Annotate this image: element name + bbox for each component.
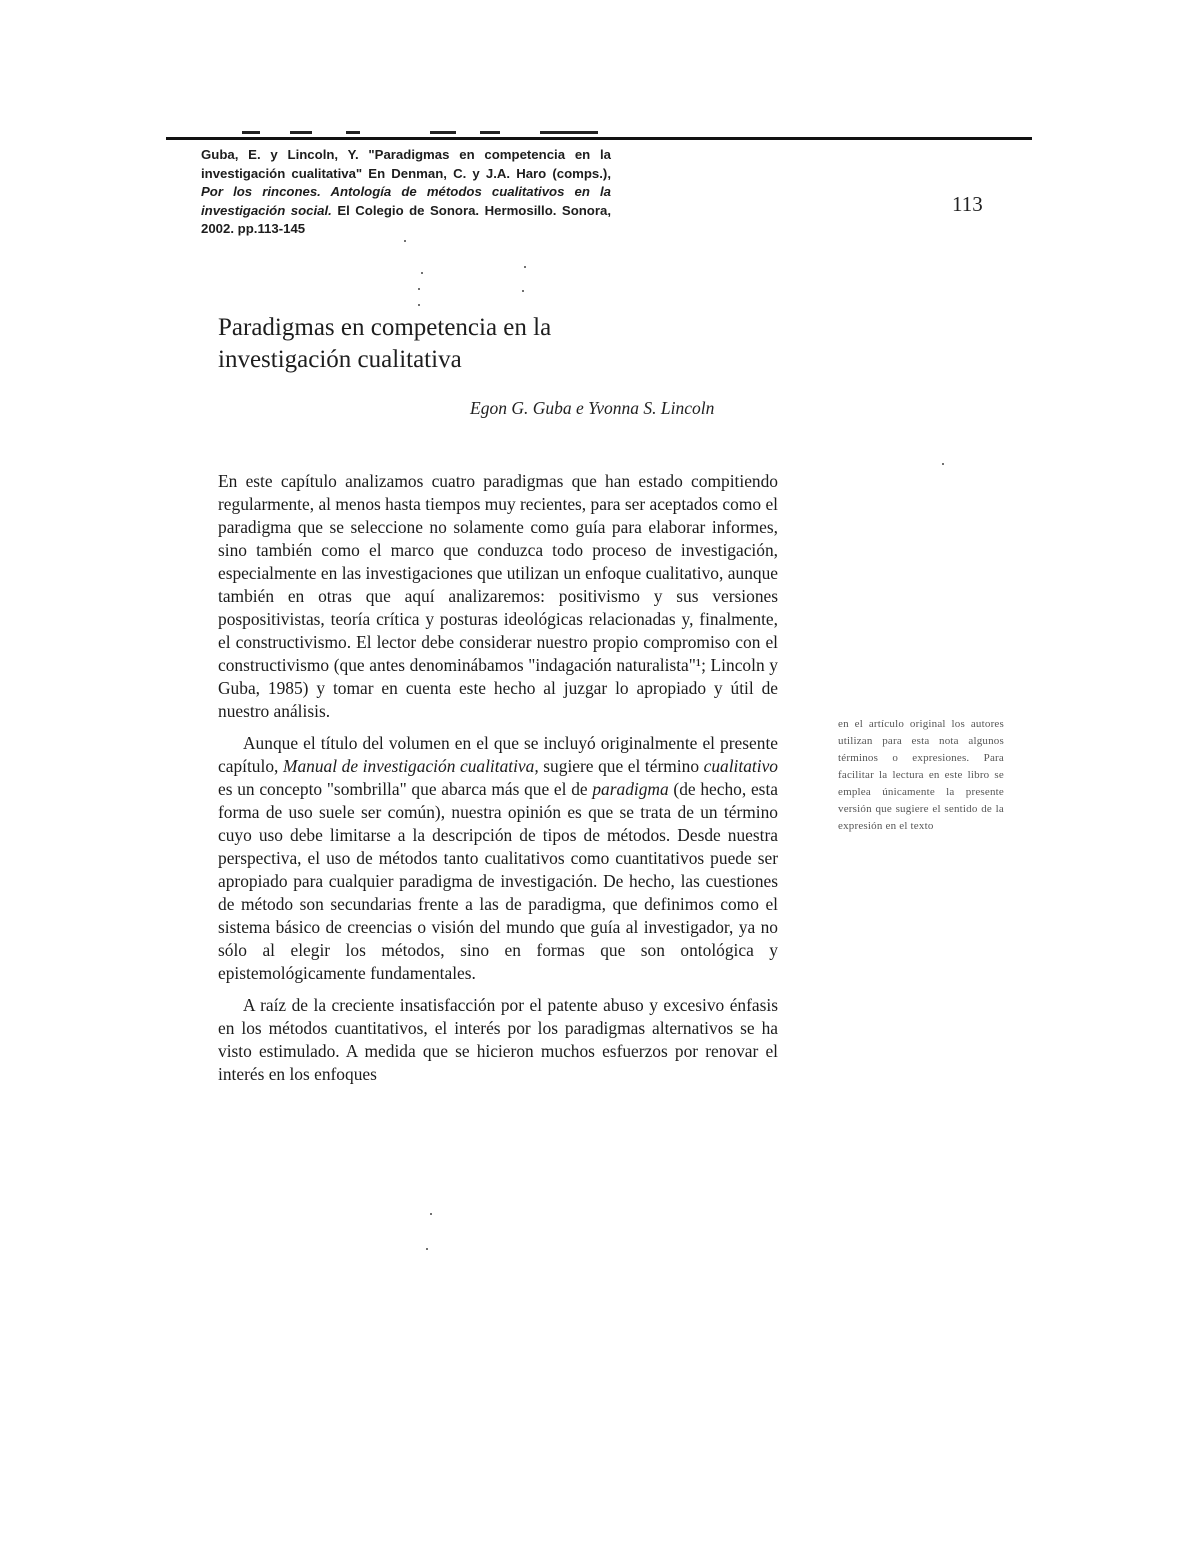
article-title: Paradigmas en competencia en la investigación cualitativa	[218, 314, 552, 373]
header-rule-fragment	[540, 131, 598, 134]
scan-speck	[418, 288, 420, 290]
citation-book-title: Por los rincones. Antología de métodos cualitativos en la investigación social.	[201, 184, 611, 218]
scan-speck	[418, 304, 420, 306]
header-rule-fragment	[290, 131, 312, 134]
margin-note: en el artículo original los autores utilizan para esta nota algunos términos o expresiones. Para facilitar la lectura en este libro se emplea únicamente la presente versión que sugiere el sentido de la expresión en el texto	[838, 718, 1004, 832]
header-rule-fragment	[480, 131, 500, 134]
scan-speck	[421, 272, 423, 274]
article-authors: Egon G. Guba e Yvonna S. Lincoln	[470, 398, 715, 418]
scan-speck	[942, 463, 944, 465]
header-rule-fragment	[242, 131, 260, 134]
body-paragraph-1: En este capítulo analizamos cuatro paradigmas que han estado compitiendo regularmente, al menos hasta tiempos muy recientes, para ser aceptados como el paradigma que se seleccione no solamente como guía para elaborar informes, sino también como el marco que conduzca todo proceso de investigación, especialmente en las investigaciones que utilizan un enfoque cualitativo, aunque también en otras que aquí analizaremos: positivismo y sus versiones pospositivistas, teoría crítica y posturas ideológicas relacionadas y, finalmente, el constructivismo. El lector debe considerar nuestro propio compromiso con el constructivismo (que antes denominábamos "indagación naturalista"¹; Lincoln y Guba, 1985) y tomar en cuenta este hecho al juzgar lo apropiado y útil de nuestro análisis.	[218, 471, 778, 721]
article-body	[218, 470, 778, 1095]
scan-speck	[426, 1248, 428, 1250]
header-rule-fragment	[430, 131, 456, 134]
body-paragraph-3: A raíz de la creciente insatisfacción por el patente abuso y excesivo énfasis en los métodos cuantitativos, el interés por los paradigmas alternativos se ha visto estimulado. A medida que se hicieron muchos esfuerzos por renovar el interés en los enfoques	[218, 995, 778, 1084]
scan-speck	[404, 240, 406, 242]
scan-speck	[522, 290, 524, 292]
citation-text: Guba, E. y Lincoln, Y. "Paradigmas en competencia en la investigación cualitativa" En Denman, C. y J.A. Haro (comps.),	[201, 147, 611, 181]
citation-publisher: El Colegio de Sonora. Hermosillo. Sonora, 2002. pp.113-145	[201, 202, 611, 236]
scan-speck	[430, 1213, 432, 1215]
bibliographic-citation	[201, 146, 611, 239]
page-number: 113	[952, 192, 983, 216]
book-title-italic: Manual de investigación cualitativa,	[282, 756, 539, 776]
term-italic: paradigma	[592, 779, 669, 799]
scan-speck	[524, 266, 526, 268]
header-rule	[166, 137, 1032, 140]
body-paragraph-2: Aunque el título del volumen en el que se incluyó originalmente el presente capítulo, Manual de investigación cualitativa, sugiere que el término cualitativo es un concepto "sombrilla" que abarca más que el de paradigma (de hecho, esta forma de uso suele ser común), nuestra opinión es que se trata de un término cuyo uso debe limitarse a la descripción de tipos de métodos. Desde nuestra perspectiva, el uso de métodos tanto cualitativos como cuantitativos puede ser apropiado para cualquier paradigma de investigación. De hecho, las cuestiones de método son secundarias frente a las de paradigma, que definimos como el sistema básico de creencias o visión del mundo que guía al investigador, ya no sólo al elegir los métodos, sino en formas que son ontológica y epistemológicamente fundamentales.	[218, 733, 778, 983]
term-italic: cualitativo	[703, 756, 778, 776]
header-rule-fragment	[346, 131, 360, 134]
